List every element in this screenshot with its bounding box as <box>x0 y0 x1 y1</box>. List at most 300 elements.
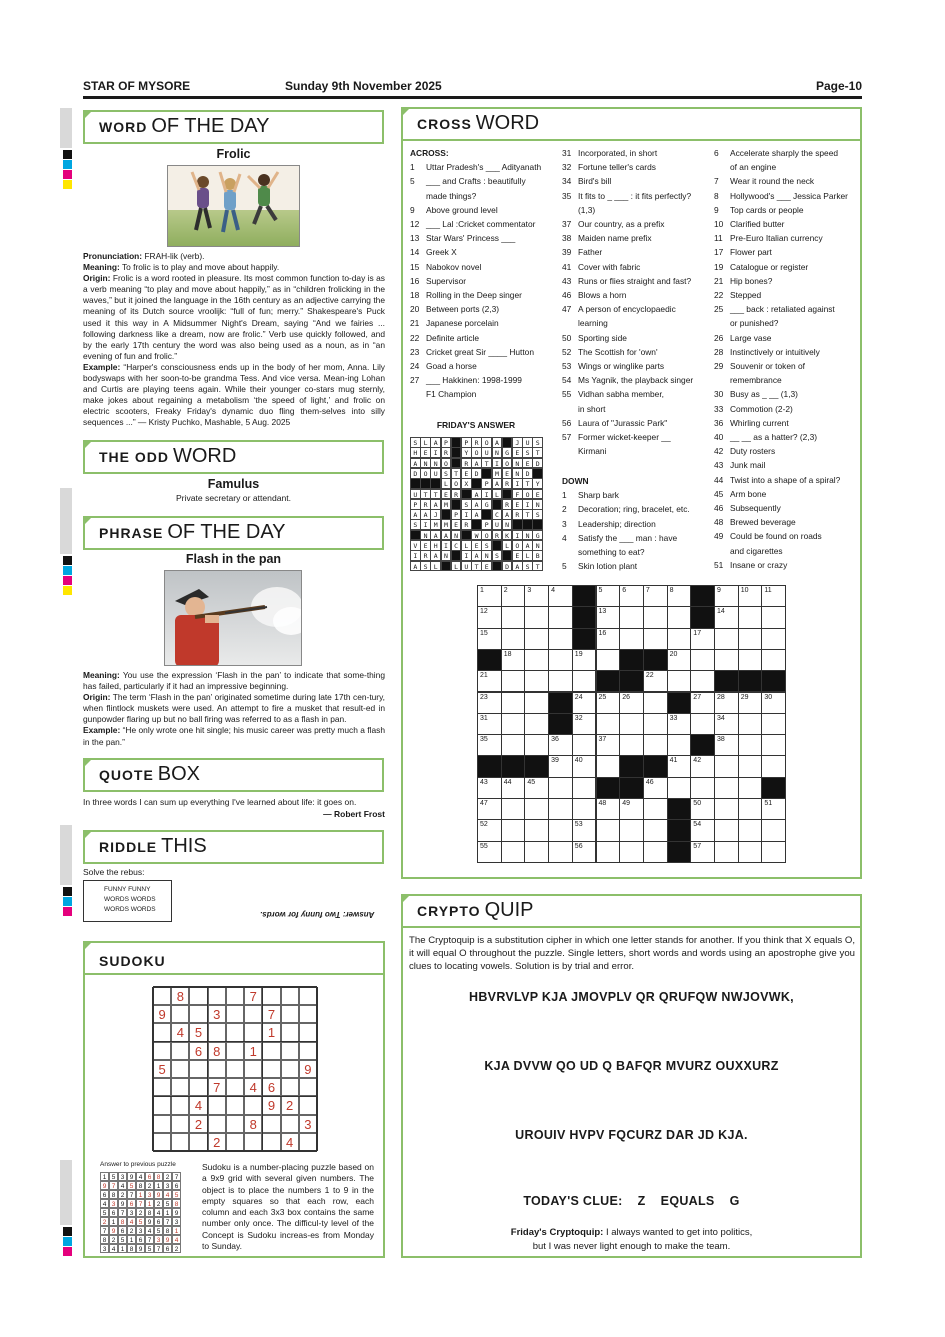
clue-text: It fits to _ ___ : it fits perfectly? <box>578 190 692 201</box>
crossword-cell[interactable] <box>667 649 692 671</box>
crossword-cell[interactable] <box>477 670 502 692</box>
crossword-cell[interactable] <box>667 628 692 650</box>
clue-text: Stepped <box>730 290 762 301</box>
clue-row <box>562 274 710 288</box>
sudoku-cell[interactable] <box>153 1096 171 1114</box>
clue-row <box>714 373 859 387</box>
sudoku-cell[interactable]: 4 <box>171 1023 189 1041</box>
crossword-cell[interactable] <box>690 777 715 799</box>
crossword-cell-number: 11 <box>764 587 772 594</box>
sudoku-cell[interactable] <box>189 1005 207 1023</box>
sudoku-cell[interactable]: 9 <box>262 1096 280 1114</box>
clue-row <box>714 203 859 217</box>
crossword-cell[interactable] <box>738 841 763 863</box>
clue-text: Satisfy the ___ man : have <box>578 532 678 543</box>
crossword-cell[interactable] <box>738 755 763 777</box>
crossword-cell[interactable] <box>501 798 526 820</box>
crossword-cell[interactable] <box>572 649 597 671</box>
crossword-cell[interactable] <box>524 798 549 820</box>
crossword-cell[interactable] <box>572 777 597 799</box>
sudoku-cell[interactable] <box>153 1133 171 1151</box>
clue-text: Runs or flies straight and fast? <box>578 275 692 286</box>
friday-answer-cell: O <box>471 447 482 458</box>
friday-answer-cell: Y <box>532 478 543 489</box>
friday-answer-cell: L <box>492 489 503 500</box>
crossword-cell[interactable] <box>761 585 786 607</box>
crossword-cell[interactable] <box>619 841 644 863</box>
crossword-cell[interactable] <box>690 628 715 650</box>
crossword-cell[interactable] <box>714 606 739 628</box>
crossword-black-cell <box>667 819 692 841</box>
sudoku-cell[interactable] <box>153 1042 171 1060</box>
crossword-cell[interactable] <box>524 649 549 671</box>
friday-answer-cell: I <box>512 478 523 489</box>
friday-answer-cell <box>441 561 452 572</box>
sudoku-cell[interactable]: 7 <box>208 1078 226 1096</box>
crossword-cell[interactable] <box>477 606 502 628</box>
crossword-cell[interactable] <box>548 628 573 650</box>
sudoku-cell[interactable]: 2 <box>189 1115 207 1133</box>
sudoku-cell[interactable] <box>299 1005 317 1023</box>
crossword-cell[interactable] <box>643 798 668 820</box>
clue-number: 56 <box>562 417 572 428</box>
clue-number: 29 <box>714 361 724 372</box>
crossword-cell[interactable] <box>619 798 644 820</box>
crossword-cell[interactable] <box>761 692 786 714</box>
crossword-cell[interactable] <box>619 819 644 841</box>
sudoku-cell[interactable] <box>244 1060 262 1078</box>
crossword-cell[interactable] <box>690 649 715 671</box>
crossword-cell[interactable] <box>714 841 739 863</box>
clue-number: 1 <box>562 490 567 501</box>
friday-answer-cell: I <box>420 519 431 530</box>
crossword-cell[interactable] <box>548 777 573 799</box>
crossword-cell[interactable] <box>690 755 715 777</box>
crossword-cell-number: 25 <box>598 693 607 701</box>
sudoku-cell[interactable] <box>208 1115 226 1133</box>
friday-answer-cell <box>420 478 431 489</box>
clue-row <box>714 331 859 345</box>
sudoku-cell[interactable]: 3 <box>208 1005 226 1023</box>
frolic-image <box>167 165 300 247</box>
crossword-cell[interactable] <box>477 819 502 841</box>
sudoku-cell[interactable] <box>262 1133 280 1151</box>
clue-row <box>714 487 859 501</box>
sudoku-cell[interactable]: 2 <box>281 1096 299 1114</box>
sudoku-cell[interactable] <box>244 1023 262 1041</box>
crossword-cell[interactable] <box>548 798 573 820</box>
friday-answer-cell: R <box>420 499 431 510</box>
sudoku-cell[interactable]: 2 <box>208 1133 226 1151</box>
crossword-cell[interactable] <box>643 734 668 756</box>
crossword-cell[interactable] <box>596 734 621 756</box>
solution-cell: 5 <box>136 1217 145 1226</box>
sudoku-cell[interactable] <box>171 1042 189 1060</box>
crossword-cell[interactable] <box>690 841 715 863</box>
sudoku-cell[interactable] <box>299 1078 317 1096</box>
crossword-cell[interactable] <box>643 606 668 628</box>
crossword-cell[interactable] <box>501 713 526 735</box>
crossword-cell[interactable] <box>572 755 597 777</box>
clue-number: 23 <box>410 346 420 357</box>
crossword-cell[interactable] <box>667 734 692 756</box>
crossword-cell[interactable] <box>714 734 739 756</box>
down-clues-col3 <box>714 146 859 572</box>
crossword-cell[interactable] <box>501 734 526 756</box>
crossword-cell-number: 38 <box>717 736 725 744</box>
sudoku-cell[interactable] <box>244 1005 262 1023</box>
sudoku-cell[interactable]: 8 <box>171 987 189 1005</box>
crossword-cell[interactable] <box>477 585 502 607</box>
crossword-cell[interactable] <box>761 713 786 735</box>
sudoku-cell[interactable] <box>208 1060 226 1078</box>
sudoku-cell[interactable] <box>189 987 207 1005</box>
crossword-cell[interactable] <box>524 734 549 756</box>
crossword-cell[interactable] <box>572 734 597 756</box>
sudoku-cell[interactable] <box>262 1060 280 1078</box>
crossword-cell-number: 29 <box>740 693 749 701</box>
crossword-cell[interactable] <box>501 628 526 650</box>
clue-text: Leadership; direction <box>578 518 656 529</box>
crossword-cell[interactable] <box>690 798 715 820</box>
sudoku-cell[interactable] <box>281 1005 299 1023</box>
sudoku-cell[interactable] <box>226 1096 244 1114</box>
crossword-cell[interactable] <box>548 734 573 756</box>
sudoku-cell[interactable] <box>171 1115 189 1133</box>
crossword-cell[interactable] <box>667 755 692 777</box>
crossword-cell[interactable] <box>501 649 526 671</box>
crossword-cell[interactable] <box>714 649 739 671</box>
crossword-cell[interactable] <box>501 692 526 714</box>
sudoku-cell[interactable] <box>226 1023 244 1041</box>
crossword-cell[interactable] <box>714 628 739 650</box>
crossword-cell[interactable] <box>596 628 621 650</box>
friday-answer-cell: U <box>410 489 421 500</box>
sudoku-cell[interactable] <box>244 1096 262 1114</box>
sudoku-cell[interactable] <box>226 987 244 1005</box>
sudoku-cell[interactable] <box>226 1005 244 1023</box>
crossword-cell[interactable] <box>524 819 549 841</box>
sudoku-cell[interactable] <box>171 1078 189 1096</box>
friday-answer-cell <box>532 519 543 530</box>
crossword-cell[interactable] <box>524 585 549 607</box>
crossword-cell[interactable] <box>738 585 763 607</box>
crossword-cell[interactable] <box>714 819 739 841</box>
sudoku-cell[interactable]: 1 <box>262 1023 280 1041</box>
crossword-cell[interactable] <box>690 692 715 714</box>
registration-mark <box>63 180 72 189</box>
crossword-cell[interactable] <box>524 713 549 735</box>
crossword-cell[interactable] <box>643 777 668 799</box>
crossword-cell[interactable] <box>619 606 644 628</box>
crossword-cell[interactable] <box>477 841 502 863</box>
friday-answer-label: FRIDAY'S ANSWER <box>436 420 516 430</box>
crossword-cell[interactable] <box>596 798 621 820</box>
sudoku-cell[interactable]: 3 <box>299 1115 317 1133</box>
clue-number: 43 <box>562 275 572 286</box>
sudoku-cell[interactable] <box>208 987 226 1005</box>
crossword-cell[interactable] <box>667 670 692 692</box>
sudoku-cell[interactable] <box>281 1060 299 1078</box>
crossword-cell-number: 3 <box>527 587 532 594</box>
crossword-cell[interactable] <box>714 713 739 735</box>
crossword-cell[interactable] <box>596 819 621 841</box>
sudoku-cell[interactable] <box>171 1133 189 1151</box>
clue-number: 31 <box>562 148 572 158</box>
crossword-cell[interactable] <box>524 606 549 628</box>
crossword-cell[interactable] <box>643 841 668 863</box>
sudoku-cell[interactable] <box>208 1096 226 1114</box>
clue-text: ___ and Crafts : beautifully <box>426 176 526 187</box>
crossword-cell[interactable] <box>524 670 549 692</box>
solution-cell: 4 <box>118 1181 127 1190</box>
sudoku-cell[interactable] <box>171 1005 189 1023</box>
crossword-cell[interactable] <box>714 798 739 820</box>
crossword-cell[interactable] <box>690 819 715 841</box>
cryptoquip-intro: The Cryptoquip is a substitution cipher in which one letter stands for another. If you think that X equals O, it will equal O throughout the puzzle. Single letters, short words and words using an apostrophe give you clues to locating vowels. Solution is by trial and error. <box>409 935 855 972</box>
sudoku-cell[interactable]: 6 <box>262 1078 280 1096</box>
crossword-cell[interactable] <box>738 819 763 841</box>
sudoku-cell[interactable]: 7 <box>262 1005 280 1023</box>
crossword-cell[interactable] <box>643 628 668 650</box>
sudoku-cell[interactable] <box>281 1042 299 1060</box>
sudoku-cell[interactable] <box>171 1096 189 1114</box>
crossword-cell[interactable] <box>761 606 786 628</box>
friday-answer-cell: S <box>420 561 431 572</box>
crossword-cell[interactable] <box>667 606 692 628</box>
sudoku-cell[interactable] <box>153 1023 171 1041</box>
crossword-cell[interactable] <box>501 670 526 692</box>
crossword-cell[interactable] <box>667 585 692 607</box>
crossword-cell[interactable] <box>643 692 668 714</box>
friday-answer-cell: A <box>471 458 482 469</box>
crossword-cell[interactable] <box>548 606 573 628</box>
crossword-cell[interactable] <box>761 628 786 650</box>
sudoku-cell[interactable]: 9 <box>153 1005 171 1023</box>
crossword-cell[interactable] <box>477 692 502 714</box>
clue-text: Laura of "Jurassic Park" <box>578 417 668 428</box>
sudoku-cell[interactable] <box>281 1115 299 1133</box>
crossword-cell[interactable] <box>738 713 763 735</box>
crossword-cell[interactable] <box>572 670 597 692</box>
crossword-cell[interactable] <box>667 777 692 799</box>
sudoku-cell[interactable]: 4 <box>281 1133 299 1151</box>
solution-cell: 8 <box>100 1235 109 1244</box>
clue-number: 13 <box>410 233 420 244</box>
crossword-cell[interactable] <box>572 819 597 841</box>
sudoku-cell[interactable] <box>299 1042 317 1060</box>
crossword-cell[interactable] <box>619 734 644 756</box>
sudoku-cell[interactable] <box>226 1042 244 1060</box>
sudoku-cell[interactable] <box>153 1115 171 1133</box>
clue-text: Vidhan sabha member, <box>578 389 664 400</box>
sudoku-cell[interactable] <box>281 1023 299 1041</box>
sudoku-cell[interactable] <box>171 1060 189 1078</box>
crossword-cell[interactable] <box>596 692 621 714</box>
friday-answer-cell <box>410 530 421 541</box>
crossword-cell[interactable] <box>690 670 715 692</box>
crossword-cell[interactable] <box>501 606 526 628</box>
sudoku-cell[interactable]: 4 <box>244 1078 262 1096</box>
crossword-cell[interactable] <box>596 841 621 863</box>
crossword-cell[interactable] <box>572 798 597 820</box>
crossword-cell[interactable] <box>548 755 573 777</box>
crossword-cell[interactable] <box>548 819 573 841</box>
clue-number: 34 <box>562 176 572 187</box>
crossword-cell[interactable] <box>596 606 621 628</box>
clue-row <box>410 174 560 188</box>
friday-answer-cell: N <box>451 530 462 541</box>
crossword-cell[interactable] <box>738 798 763 820</box>
friday-answer-cell: N <box>522 530 533 541</box>
crossword-cell[interactable] <box>548 585 573 607</box>
crossword-cell[interactable] <box>738 734 763 756</box>
sudoku-cell[interactable]: 8 <box>208 1042 226 1060</box>
sudoku-cell[interactable] <box>189 1133 207 1151</box>
sudoku-cell[interactable] <box>153 1078 171 1096</box>
crossword-cell[interactable] <box>738 649 763 671</box>
crossword-cell-number: 42 <box>693 757 702 765</box>
crossword-cell[interactable] <box>548 649 573 671</box>
sudoku-cell[interactable] <box>299 987 317 1005</box>
sudoku-cell[interactable]: 6 <box>189 1042 207 1060</box>
crossword-cell[interactable] <box>596 713 621 735</box>
clue-row <box>562 217 710 231</box>
crossword-cell[interactable] <box>477 777 502 799</box>
sudoku-cell[interactable]: 5 <box>189 1023 207 1041</box>
sudoku-cell[interactable] <box>244 1133 262 1151</box>
clue-text: Instinctively or intuitively <box>730 346 820 357</box>
crossword-cell-number: 53 <box>574 821 583 829</box>
sudoku-cell[interactable] <box>226 1133 244 1151</box>
sudoku-cell[interactable] <box>281 1078 299 1096</box>
crossword-cell[interactable] <box>761 755 786 777</box>
crossword-cell[interactable] <box>501 585 526 607</box>
crossword-cell[interactable] <box>619 585 644 607</box>
sudoku-cell[interactable] <box>153 987 171 1005</box>
crossword-cell-number: 34 <box>717 714 725 722</box>
crossword-cell[interactable] <box>477 734 502 756</box>
crossword-cell[interactable] <box>619 628 644 650</box>
clue-row <box>562 488 710 502</box>
crossword-cell[interactable] <box>619 713 644 735</box>
sudoku-cell[interactable]: 9 <box>299 1060 317 1078</box>
crossword-cell[interactable] <box>714 692 739 714</box>
clue-text: learning <box>578 318 608 329</box>
crossword-cell[interactable] <box>548 670 573 692</box>
sudoku-cell[interactable]: 5 <box>153 1060 171 1078</box>
crossword-cell[interactable] <box>501 819 526 841</box>
solution-cell: 4 <box>127 1217 136 1226</box>
crossword-cell[interactable] <box>477 628 502 650</box>
crossword-cell[interactable] <box>501 841 526 863</box>
sudoku-cell[interactable] <box>226 1115 244 1133</box>
crossword-cell[interactable] <box>761 819 786 841</box>
crossword-cell[interactable] <box>714 755 739 777</box>
sudoku-cell[interactable] <box>226 1060 244 1078</box>
clue-number: 37 <box>562 219 572 230</box>
clue-text: ___ back : retaliated against <box>730 304 835 315</box>
clue-number: 53 <box>562 361 572 372</box>
sudoku-cell[interactable] <box>281 987 299 1005</box>
crossword-cell[interactable] <box>524 841 549 863</box>
crossword-cell[interactable] <box>619 692 644 714</box>
crossword-cell[interactable] <box>714 777 739 799</box>
crossword-cell[interactable] <box>690 713 715 735</box>
crossword-cell-number: 16 <box>598 629 607 637</box>
crossword-cell[interactable] <box>643 819 668 841</box>
sudoku-cell[interactable] <box>208 1023 226 1041</box>
sudoku-cell[interactable] <box>189 1060 207 1078</box>
crossword-cell[interactable] <box>524 628 549 650</box>
sudoku-cell[interactable] <box>226 1078 244 1096</box>
sudoku-cell[interactable] <box>189 1078 207 1096</box>
crossword-cell[interactable] <box>738 628 763 650</box>
solution-cell: 2 <box>172 1244 181 1253</box>
friday-answer-cell: O <box>522 489 533 500</box>
crossword-cell[interactable] <box>714 585 739 607</box>
crossword-cell[interactable] <box>643 585 668 607</box>
friday-answer-cell: A <box>502 509 513 520</box>
crossword-cell[interactable] <box>524 692 549 714</box>
crossword-cell[interactable] <box>548 841 573 863</box>
sudoku-cell[interactable] <box>262 1115 280 1133</box>
sudoku-cell[interactable] <box>262 1042 280 1060</box>
crossword-cell[interactable] <box>643 713 668 735</box>
sudoku-cell[interactable] <box>262 987 280 1005</box>
margin-strip <box>60 108 72 148</box>
crossword-cell[interactable] <box>572 841 597 863</box>
crossword-cell-number: 2 <box>503 587 508 594</box>
crossword-cell[interactable] <box>572 713 597 735</box>
sudoku-cell[interactable] <box>299 1133 317 1151</box>
sudoku-cell[interactable]: 7 <box>244 987 262 1005</box>
friday-answer-cell: N <box>512 458 523 469</box>
crossword-cell[interactable] <box>761 841 786 863</box>
crossword-cell[interactable] <box>667 713 692 735</box>
crossword-cell[interactable] <box>524 777 549 799</box>
crossword-cell[interactable] <box>477 713 502 735</box>
crossword-cell[interactable] <box>501 777 526 799</box>
solution-cell: 9 <box>154 1190 163 1199</box>
crossword-cell[interactable] <box>761 798 786 820</box>
crossword-cell[interactable] <box>477 798 502 820</box>
registration-mark <box>63 170 72 179</box>
clue-text: Former wicket-keeper __ <box>578 432 671 443</box>
crossword-cell[interactable] <box>738 692 763 714</box>
crossword-cell[interactable] <box>738 606 763 628</box>
sudoku-cell[interactable]: 1 <box>244 1042 262 1060</box>
sudoku-cell[interactable]: 4 <box>189 1096 207 1114</box>
crossword-black-cell <box>548 692 573 714</box>
crossword-cell[interactable] <box>572 692 597 714</box>
crossword-cell[interactable] <box>596 755 621 777</box>
crossword-cell-number: 55 <box>480 842 488 850</box>
friday-answer-cell: N <box>532 499 543 510</box>
sudoku-cell[interactable]: 8 <box>244 1115 262 1133</box>
crossword-cell[interactable] <box>761 734 786 756</box>
crossword-cell[interactable] <box>643 670 668 692</box>
crossword-cell[interactable] <box>738 777 763 799</box>
sudoku-cell[interactable] <box>299 1096 317 1114</box>
crossword-cell[interactable] <box>761 649 786 671</box>
crossword-cell[interactable] <box>596 649 621 671</box>
crossword-cell[interactable] <box>596 585 621 607</box>
solution-cell: 4 <box>109 1244 118 1253</box>
solution-cell: 4 <box>172 1235 181 1244</box>
clue-row <box>714 160 859 174</box>
sudoku-cell[interactable] <box>299 1023 317 1041</box>
